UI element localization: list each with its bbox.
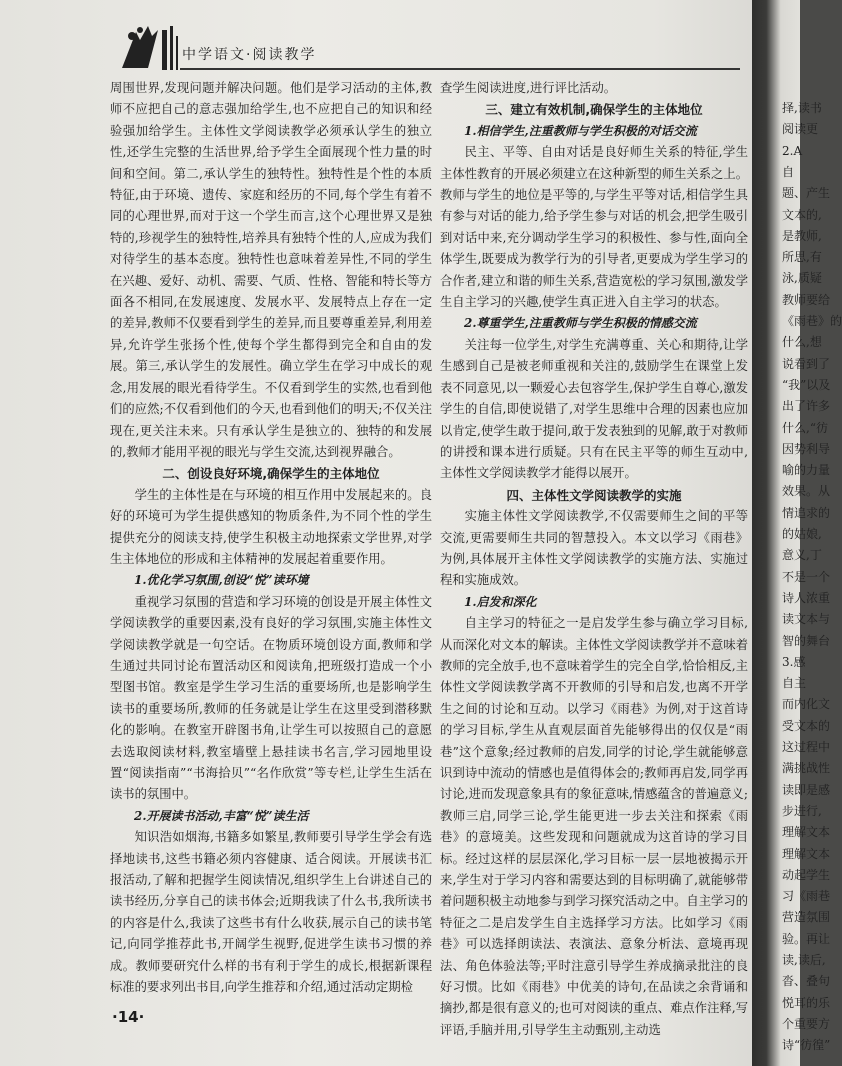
subsection-heading: 1.优化学习氛围,创设“悦”读环境 bbox=[134, 573, 309, 588]
facing-page-text-fragment: 意义,丁 bbox=[782, 548, 822, 563]
facing-page-text-fragment: 因势利导 bbox=[782, 441, 831, 456]
paragraph: 民主、平等、自由对话是良好师生关系的特征,学生主体性教育的开展必须建立在这种新型的师生关系之上。教师与学生的地位是平等的,与学生平等对话,相信学生具有参与对话的能力,给予学生参与对话的机会,把学生吸引到对话中来,充分调动学生学习的积极性、参与性,面向全体学生,既要成为教学行为的引导者,更要成为学生学习的合作者,建立和谐的师生关系,营造宽松的学习氛围,激发学生自主学习的兴趣,使学生真正进入自主学习的状态。 bbox=[440, 145, 748, 310]
facing-page-text-fragment: 满挑战性 bbox=[782, 761, 831, 776]
header-rule bbox=[180, 68, 740, 70]
facing-page-text-fragment: 读即是感 bbox=[782, 782, 831, 797]
paragraph: 周围世界,发现问题并解决问题。他们是学习活动的主体,教师不应把自己的意志强加给学生,也不应把自己的知识和经验强加给学生。主体性文学阅读教学必须承认学生的独立性,还学生完整的生活世界,给予学生全面展现个性力量的时间和空间。第二,承认学生的独特性。独特性是个性的本质特征,由于环境、遗传、家庭和经历的不同,每个学生有着不同的心理世界,而对于这一个学生而言,这个心理世界又是独特的,珍视学生的独特性,培养具有独特个性的人,应成为我们对待学生的基本态度。独特性也意味着差异性,不同的学生在兴趣、爱好、动机、需要、气质、性格、智能和特长等方面各不相同,在发展速度、发展水平、发展特点上存在一定的差异,教师不仅要看到学生的差异,而且要尊重差异,利用差异,允许学生张扬个性,使每个学生都得到完全和自由的发展。第三,承认学生的发展性。确立学生在学习中成长的观念,用发展的眼光看待学生。不仅看到学生的实然,也看到他们的应然;不仅看到他们的今天,也看到他们的明天;不仅关注现在,更关注未来。只有承认学生是独立的、独特的和发展的,教师才能用平视的眼光与学生交流,达到视界融合。 bbox=[110, 81, 432, 459]
magazine-logo-icon bbox=[118, 22, 188, 72]
subsection-heading: 1.启发和深化 bbox=[464, 594, 537, 609]
facing-page-text-fragment: 什么,“彷 bbox=[782, 420, 828, 435]
facing-page-text-fragment: 说看到了 bbox=[782, 356, 831, 371]
paragraph: 查学生阅读进度,进行评比活动。 bbox=[440, 81, 617, 95]
facing-page-text-fragment: 自 bbox=[782, 164, 795, 179]
facing-page-text-fragment: 出了许多 bbox=[782, 399, 831, 414]
facing-page-text-fragment: 是教师, bbox=[782, 228, 822, 243]
paragraph: 重视学习氛围的营造和学习环境的创设是开展主体性文学阅读教学的重要因素,没有良好的学习氛围,实施主体性文学阅读教学就是一句空话。在物质环境创设方面,教师和学生通过共同讨论布置活动区和阅读角,把班级打造成一个小型图书馆。教室是学生学习生活的重要场所,也是影响学生读书的重要场所,教师的任务就是让学生在这里受到潜移默化的影响。在教室开辟图书角,让学生可以按照自己的意愿去选取阅读材料,教室墙壁上悬挂读书名言,学习园地里设置“阅读指南”“书海拾贝”“名作欣赏”等专栏,让学生生活在读书的氛围中。 bbox=[110, 594, 432, 802]
facing-page-text-fragment: 3.感 bbox=[782, 654, 806, 669]
subsection-heading: 2.开展读书活动,丰富“悦”读生活 bbox=[134, 808, 309, 823]
facing-page-text-fragment: 《雨巷》的 bbox=[782, 314, 842, 328]
facing-page-edge bbox=[752, 0, 842, 1066]
facing-page-text-fragment: 验。再让 bbox=[782, 931, 831, 946]
header-title: 中学语文·阅读教学 bbox=[182, 47, 317, 63]
facing-page-text-fragment: 情追求的 bbox=[782, 505, 831, 520]
facing-page-text-fragment: 诗人浓重 bbox=[782, 590, 831, 605]
paragraph: 实施主体性文学阅读教学,不仅需要师生之间的平等交流,更需要师生共同的智慧投入。本文以学习《雨巷》为例,具体展开主体性文学阅读教学的实施方法、实施过程和实施成效。 bbox=[440, 509, 748, 588]
facing-page-text-fragment: 2.A bbox=[782, 143, 803, 158]
facing-page-text-fragment: 诗“彷徨” bbox=[782, 1038, 831, 1053]
facing-page-text-fragment: 教师要给 bbox=[782, 292, 831, 307]
paragraph: 自主学习的特征之一是启发学生参与确立学习目标,从而深化对文本的解读。主体性文学阅读教学并不意味着教师的完全放手,也不意味着学生的完全自学,恰恰相反,主体性文学阅读教学离不开教师的引导和启发,也离不开学生之间的讨论和互动。以学习《雨巷》为例,对于这首诗的学习目标,学生从直观层面首先能够得出的仅仅是“雨巷”这个意象;经过教师的启发,同学的讨论,学生就能够意识到诗中流动的情感也是值得体会的;教师再启发,同学再讨论,进而发现意象具有的象征意味,情感蕴含的普遍意义;教师三启,同学三论,学生能更进一步去关注和探索《雨巷》的意境美。这些发现和问题就成为这首诗的学习目标。经过这样的层层深化,学习目标一层一层地被揭示开来,学生对于学习内容和需要达到的目标明确了,就能够带着问题积极主动地参与到学习探究活动之中。自主学习的特征之二是启发学生自主选择学习方法。比如学习《雨巷》可以选择朗读法、表演法、意象分析法、意境再现法、角色体验法等;平时注意引导学生养成摘录批注的良好习惯。比如《雨巷》中优美的诗句,在品读之余背诵和摘抄,都是很有意义的;也可对阅读的重点、难点作注释,写评语,手脑并用,引导学生主动甄别,主动选 bbox=[440, 616, 748, 1037]
facing-page-text-fragment: 习《雨巷 bbox=[782, 889, 831, 904]
paragraph: 学生的主体性是在与环境的相互作用中发展起来的。良好的环境可为学生提供感知的物质条件,为不同个性的学生提供充分的阅读支持,使学生积极主动地探索文学世界,对学生主体地位的形成和主体精神的发展起着重要作用。 bbox=[110, 487, 432, 566]
right-text-column bbox=[440, 78, 748, 1041]
subsection-heading: 1.相信学生,注重教师与学生积极的对话交流 bbox=[464, 123, 697, 138]
facing-page-text-fragment: 步进行, bbox=[782, 803, 822, 818]
section-heading: 三、建立有效机制,确保学生的主体地位 bbox=[485, 102, 703, 118]
page-number: ·14· bbox=[112, 1008, 145, 1026]
left-text-column bbox=[110, 78, 432, 998]
facing-page-text-fragment: 读文本与 bbox=[782, 612, 831, 627]
facing-page-text-fragment: 智的舞台 bbox=[782, 633, 831, 648]
facing-page-text-fragment: 这过程中 bbox=[782, 740, 831, 754]
facing-page-text-fragment: 营造氛围 bbox=[782, 910, 831, 925]
paragraph: 关注每一位学生,对学生充满尊重、关心和期待,让学生感到自己是被老师重视和关注的,鼓励学生在课堂上发表不同意见,以一颗爱心去包容学生,保护学生自尊心,激发学生的自信,即使说错了,对学生思维中合理的因素也应加以肯定,使学生敢于提问,敢于发表独到的见解,敢于对教师的讲授和课本进行质疑。只有在民主平等的师生互动中,主体性文学阅读教学才能得以展开。 bbox=[440, 337, 748, 481]
facing-page-text-fragment: 动起学生 bbox=[782, 867, 831, 882]
facing-page-text-fragment: 所思,有 bbox=[782, 250, 822, 265]
facing-page-text-fragment: 的姑娘, bbox=[782, 527, 822, 541]
facing-page-text-fragment: 沓、叠句 bbox=[782, 974, 831, 989]
facing-page-text-fragment: 什么,想 bbox=[782, 335, 822, 350]
facing-page-text-fragment: 文本的, bbox=[782, 207, 822, 222]
facing-page-text-fragment: 悦耳的乐 bbox=[782, 995, 831, 1010]
facing-page-text-fragment: 读,读后, bbox=[782, 953, 826, 967]
facing-page-text-fragment: 泳,质疑 bbox=[782, 271, 822, 286]
facing-page-text-fragment: 效果。从 bbox=[782, 484, 831, 499]
section-heading: 二、创设良好环境,确保学生的主体地位 bbox=[162, 466, 380, 482]
facing-page-text-fragment: 喻的力量 bbox=[782, 463, 831, 478]
subsection-heading: 2.尊重学生,注重教师与学生积极的情感交流 bbox=[464, 316, 697, 331]
paragraph: 知识浩如烟海,书籍多如繁星,教师要引导学生学会有选择地读书,这些书籍必须内容健康、适合阅读。开展读书汇报活动,了解和把握学生阅读情况,组织学生上台讲述自己的读书经历,分享自己的读书体会;近期我读了什么书,我所读书的内容是什么,我读了这些书有什么收获,展示自己的读书笔记,向同学推荐此书,开阔学生视野,促进学生读书习惯的养成。教师要研究什么样的书有利于学生的成长,根据新课程标准的要求列出书目,向学生推荐和介绍,通过活动定期检 bbox=[110, 830, 432, 995]
facing-page-text-fragment: 受文本的 bbox=[782, 718, 831, 733]
facing-page-text-fragment: 阅读更 bbox=[782, 122, 819, 137]
facing-page-text-fragment: 题、产生 bbox=[782, 186, 831, 201]
section-heading: 四、主体性文学阅读教学的实施 bbox=[506, 487, 682, 503]
facing-page-text-fragment: “我”以及 bbox=[782, 377, 831, 392]
facing-page-text-fragment: 理解文本 bbox=[782, 846, 831, 861]
facing-page-text-fragment: 择,读书 bbox=[782, 101, 822, 115]
facing-page-text-fragment: 自主 bbox=[782, 676, 807, 691]
facing-page-text-fragment: 不是一个 bbox=[782, 569, 831, 584]
facing-page-text-fragment: 理解文本 bbox=[782, 825, 831, 840]
facing-page-text-fragment: 个重要方 bbox=[782, 1016, 831, 1031]
facing-page-text-fragment: 而内化文 bbox=[782, 697, 831, 712]
